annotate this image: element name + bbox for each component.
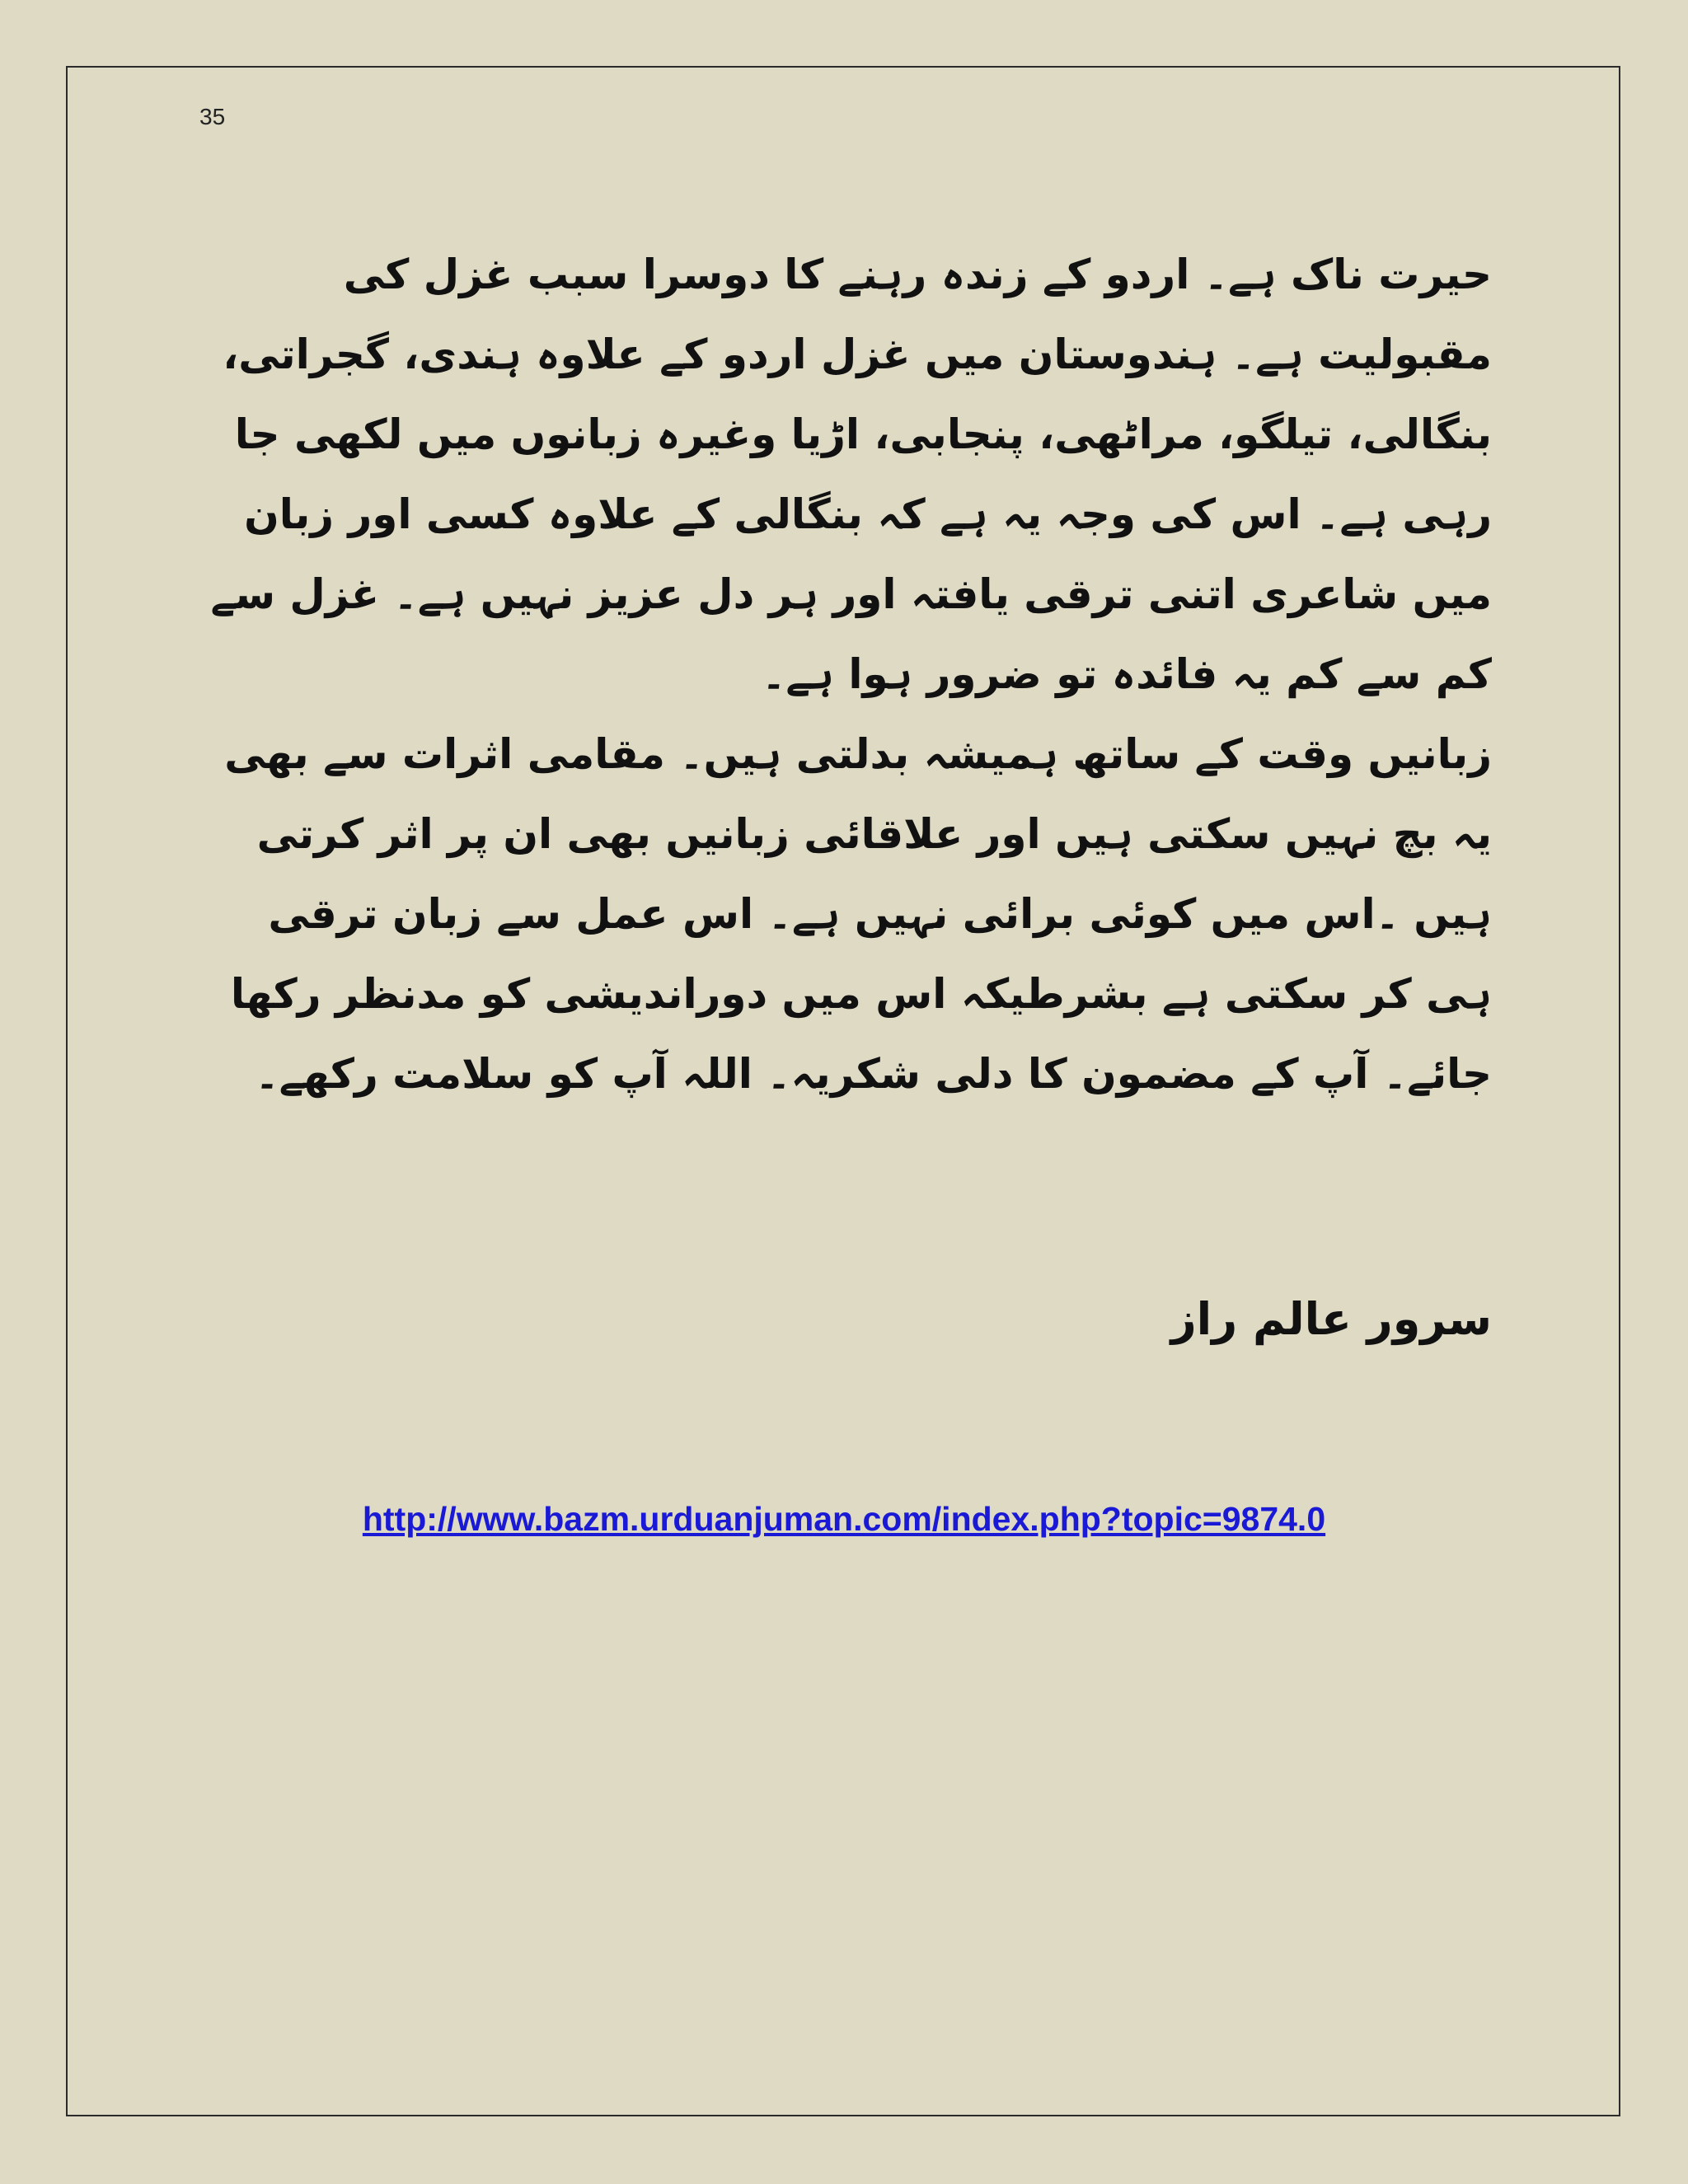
paragraph: حیرت ناک ہے۔ اردو کے زندہ رہنے کا دوسرا سبب غزل کی مقبولیت ہے۔ ہندوستان میں غزل اردو کے علاوہ ہندی، گجراتی، بنگالی، تیلگو، مراٹھی، پنجابی، اڑیا وغیرہ زبانوں میں لکھی جا رہی ہے۔ اس کی وجہ یہ ہے کہ بنگالی کے علاوہ کسی اور زبان میں شاعری اتنی ترقی یافتہ اور ہر دل عزیز نہیں ہے۔ غزل سے کم سے کم یہ فائدہ تو ضرور ہوا ہے۔: [210, 251, 1492, 698]
source-link[interactable]: http://www.bazm.urduanjuman.com/index.php?topic=9874.0: [362, 1500, 1326, 1538]
paragraph: زبانیں وقت کے ساتھ ہمیشہ بدلتی ہیں۔ مقامی اثرات سے بھی یہ بچ نہیں سکتی ہیں اور علاقائی زبانیں بھی ان پر اثر کرتی ہیں ۔اس میں کوئی برائی نہیں ہے۔ اس عمل سے زبان ترقی ہی کر سکتی ہے بشرطیکہ اس میں دوراندیشی کو مدنظر رکھا جائے۔ آپ کے مضمون کا دلی شکریہ۔ اللہ آپ کو سلامت رکھے۔: [224, 730, 1492, 1098]
page-number: 35: [199, 104, 226, 129]
author-signature: سرور عالم راز: [1170, 1293, 1492, 1345]
article-body: [190, 235, 1492, 1114]
